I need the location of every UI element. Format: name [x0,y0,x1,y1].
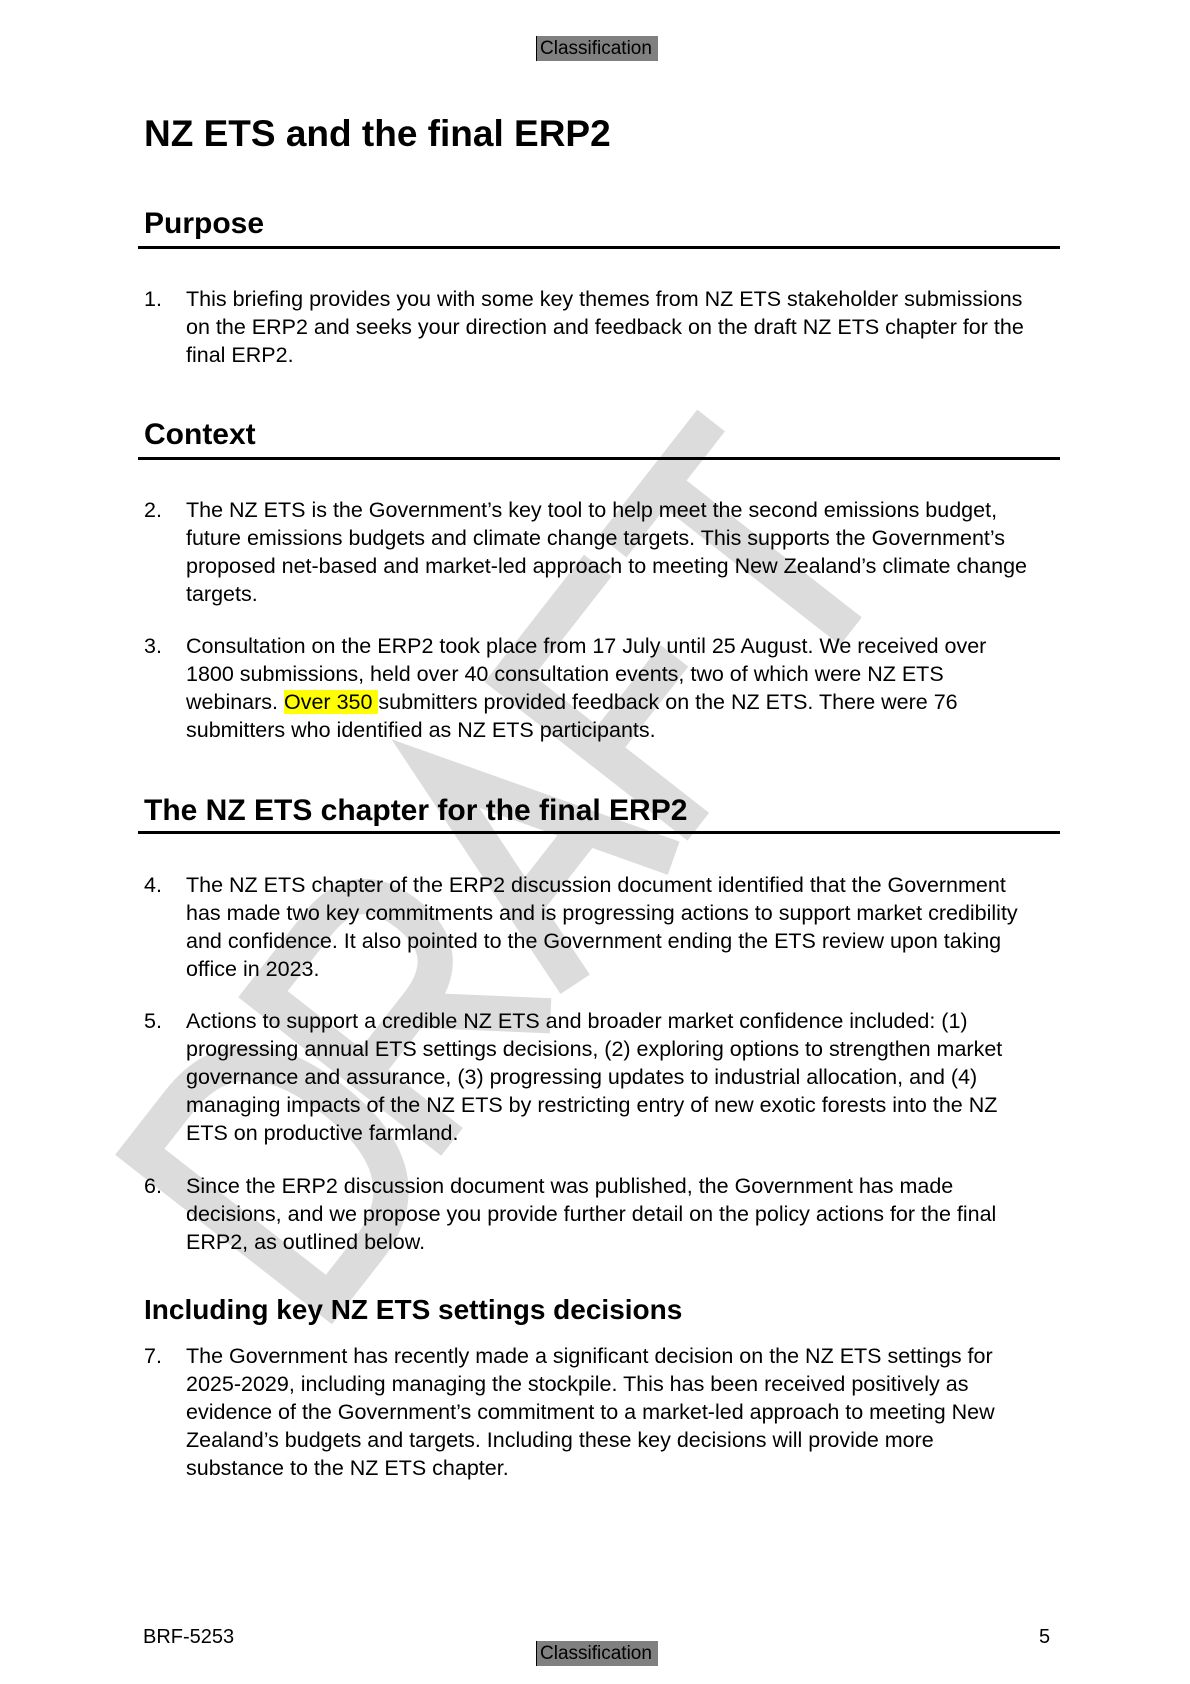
text-line: ETS on productive farmland. [186,1121,459,1145]
text-line: final ERP2. [186,343,294,367]
highlighted-text: Over 350 [284,690,379,714]
section-heading-purpose: Purpose [144,207,265,240]
text-line: future emissions budgets and climate change targets. This supports the Government’s [186,526,1006,550]
text-line: This briefing provides you with some key themes from NZ ETS stakeholder submissions [186,287,1023,311]
footer-classification: Classification [536,1641,658,1666]
paragraph-number: 7. [144,1344,162,1368]
paragraph-number: 6. [144,1174,162,1198]
text-line: on the ERP2 and seeks your direction and feedback on the draft NZ ETS chapter for the [186,315,1024,339]
text-line: The Government has recently made a significant decision on the NZ ETS settings for [186,1344,993,1368]
paragraph-number: 5. [144,1009,162,1033]
paragraph-number: 1. [144,287,162,311]
section-heading-nz-ets-chapter: The NZ ETS chapter for the final ERP2 [144,794,688,827]
text-line: Since the ERP2 discussion document was published, the Government has made [186,1174,954,1198]
text-line: Zealand’s budgets and targets. Including these key decisions will provide more [186,1428,934,1452]
section-rule [138,831,1060,834]
footer-doc-ref: BRF-5253 [143,1626,235,1648]
text-line: Consultation on the ERP2 took place from 17 July until 25 August. We received over [186,634,987,658]
text-line: and confidence. It also pointed to the Government ending the ETS review upon taking [186,929,1002,953]
page-number: 5 [1039,1626,1051,1648]
text-line: The NZ ETS chapter of the ERP2 discussion document identified that the Government [186,873,1006,897]
paragraph-number: 4. [144,873,162,897]
text-line: evidence of the Government’s commitment to a market-led approach to meeting New [186,1400,995,1424]
text-line [186,688,986,716]
subsection-heading-settings-decisions: Including key NZ ETS settings decisions [144,1294,683,1325]
text-line: proposed net-based and market-led approach to meeting New Zealand’s climate change [186,554,1027,578]
text-line: Actions to support a credible NZ ETS and broader market confidence included: (1) [186,1009,968,1033]
section-rule [138,457,1060,460]
text-line: submitters who identified as NZ ETS participants. [186,718,656,742]
text-line: substance to the NZ ETS chapter. [186,1456,509,1480]
paragraph-number: 2. [144,498,162,522]
page-title: NZ ETS and the final ERP2 [144,113,611,154]
section-rule [138,246,1060,249]
text-line: governance and assurance, (3) progressing updates to industrial allocation, and (4) [186,1065,978,1089]
text-line: The NZ ETS is the Government’s key tool to help meet the second emissions budget, [186,498,998,522]
text-line: progressing annual ETS settings decisions, (2) exploring options to strengthen market [186,1037,1003,1061]
paragraph-number: 3. [144,634,162,658]
header-classification: Classification [536,36,658,61]
text-line: 1800 submissions, held over 40 consultation events, two of which were NZ ETS [186,662,944,686]
text-line: 2025-2029, including managing the stockpile. This has been received positively as [186,1372,969,1396]
text-span: webinars. [186,690,284,714]
text-line: office in 2023. [186,957,320,981]
text-line: decisions, and we propose you provide further detail on the policy actions for the final [186,1202,997,1226]
text-line: has made two key commitments and is progressing actions to support market credibility [186,901,1018,925]
section-heading-context: Context [144,418,256,451]
text-line: targets. [186,582,258,606]
text-line: ERP2, as outlined below. [186,1230,426,1254]
text-line: managing impacts of the NZ ETS by restricting entry of new exotic forests into the NZ [186,1093,998,1117]
text-span: submitters provided feedback on the NZ ETS. There were 76 [378,690,958,714]
